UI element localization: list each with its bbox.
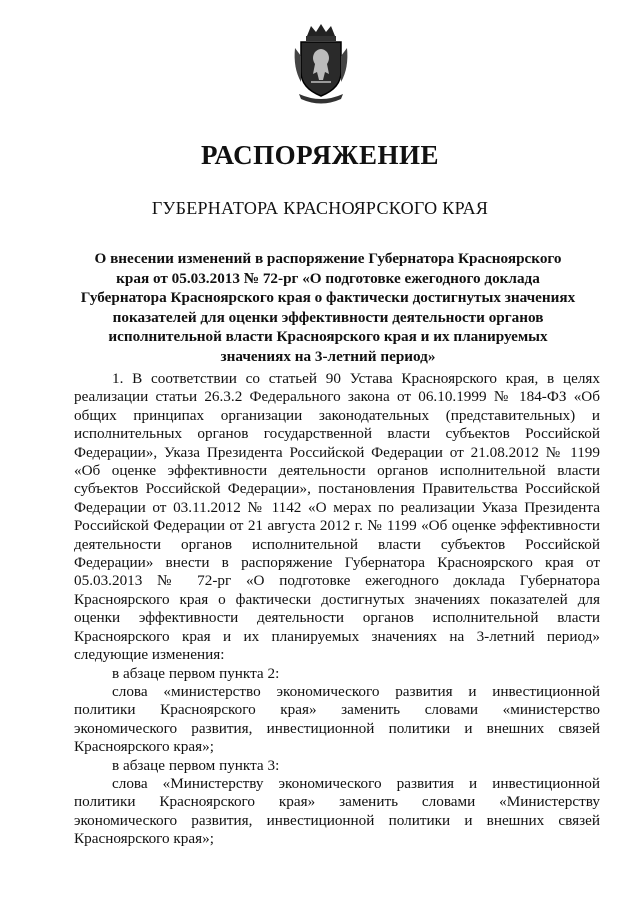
item-3-text: слова «Министерству экономического развития и инвестиционной политики Красноярского края» заменить словами «Министерству экономического развития, инвестиционной политики и внешних связей Красноярского края»; bbox=[74, 774, 600, 848]
document-issuer: ГУБЕРНАТОРА КРАСНОЯРСКОГО КРАЯ bbox=[151, 198, 489, 218]
item-2-text: слова «министерство экономического развития и инвестиционной политики Красноярского края» заменить словами «министерство экономического развития, инвестиционной политики и внешних связей Красноярского края»; bbox=[74, 682, 600, 756]
coat-of-arms-icon bbox=[291, 22, 351, 104]
document-subject: О внесении изменений в распоряжение Губернатора Красноярского края от 05.03.2013 № 72-рг «О подготовке ежегодного доклада Губернатора Красноярского края о фактически достигнутых значениях показателей для оценки эффективности деятельности органов исполнительной власти Красноярского края и их планируемых значениях на 3-летний период» bbox=[80, 250, 576, 365]
document-body bbox=[74, 370, 600, 849]
document-type-title: РАСПОРЯЖЕНИЕ bbox=[200, 140, 440, 170]
paragraph-1: 1. В соответствии со статьей 90 Устава Красноярского края, в целях реализации статьи 26.3.2 Федерального закона от 06.10.1999 № 184-ФЗ «Об общих принципах организации законодательных (представительных) и исполнительных органов государственной власти субъектов Российской Федерации», Указа Президента Российской Федерации от 21.08.2012 № 1199 «Об оценке эффективности деятельности органов исполнительной власти субъектов Российской Федерации», постановления Правительства Российской Федерации от 03.11.2012 № 1142 «О мерах по реализации Указа Президента Российской Федерации от 21 августа 2012 г. № 1199 «Об оценке эффективности деятельности органов исполнительной власти субъектов Российской Федерации» внести в распоряжение Губернатора Красноярского края от 05.03.2013 № 72-рг «О подготовке ежегодного доклада Губернатора Красноярского края о фактически достигнутых значениях показателей для оценки эффективности деятельности органов исполнительной власти Красноярского края и их планируемых значениях на 3-летний период» следующие изменения: bbox=[74, 370, 600, 664]
item-3-heading: в абзаце первом пункта 3: bbox=[112, 756, 280, 774]
item-2-heading: в абзаце первом пункта 2: bbox=[112, 664, 280, 682]
